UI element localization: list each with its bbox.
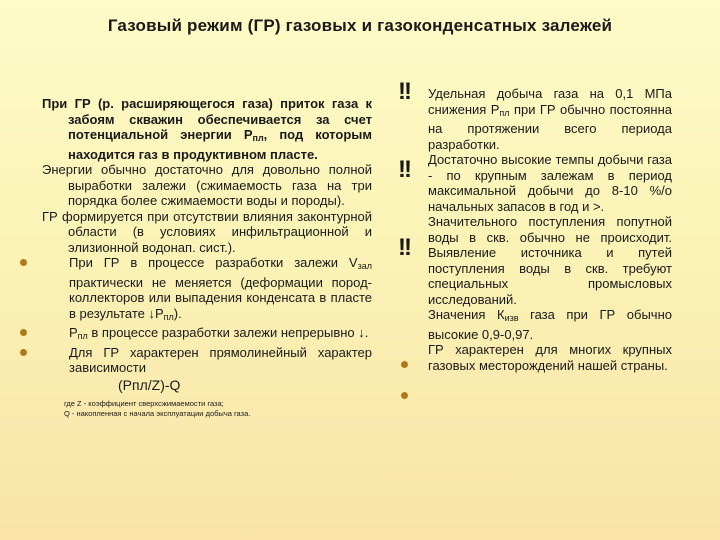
note-production-rates: Достаточно высокие темпы добычи газа - по крупным залежам в период максимальной добычи до 8-10 %/о начальных запасов в год и >. xyxy=(428,152,672,214)
bullet-dot-icon xyxy=(401,361,408,368)
exclamation-marker-icon: !! xyxy=(398,234,410,261)
paragraph-gas-drive-definition: При ГР (р. расширяющегося газа) приток газа к забоям скважин обеспечивается за счет потенциальной энергии $Р_{пл}$, под которым находится газ в продуктивном пласте. xyxy=(42,96,372,162)
bullet-item-volume: При ГР в процессе разработки залежи $V_{зал}$ практически не меняется (деформации пород-коллекторов или выпадения конденсата в пласте в результате $↓Р_{пл}$). xyxy=(42,255,372,325)
note-specific-production: Удельная добыча газа на 0,1 МПа снижения $Р_{пл}$ при ГР обычно постоянна на протяжении всего периода разработки. xyxy=(428,86,672,152)
note-large-fields: ГР характерен для многих крупных газовых месторождений нашей страны. xyxy=(428,342,672,373)
footnote-line: где Z - коэффициент сверхсжимаемости газа; xyxy=(64,399,224,408)
exclamation-marker-icon: !! xyxy=(398,156,410,183)
bullet-dot-icon xyxy=(20,259,27,266)
footnote xyxy=(42,399,372,419)
paragraph-energy: Энергии обычно достаточно для довольно полной выработки залежи (сжимаемость газа на три порядка более сжимаемости воды и породы). xyxy=(42,162,372,208)
right-column xyxy=(428,86,672,373)
bullet-item-linear: Для ГР характерен прямолинейный характер зависимости xyxy=(42,345,372,376)
bullet-item-pressure: $Р_{пл}$ в процессе разработки залежи непрерывно ↓. xyxy=(42,325,372,345)
note-water-inflow: Значительного поступления попутной воды в скв. обычно не происходит. Выявление источника и путей поступления воды в скв. требуют специальных промысловых исследований. xyxy=(428,214,672,307)
slide-title: Газовый режим (ГР) газовых и газоконденсатных залежей xyxy=(107,16,613,35)
note-recovery-factor: Значения $К_{изв}$ газа при ГР обычно высокие 0,9-0,97. xyxy=(428,307,672,342)
footnote-line: Q - накопленная с начала эксплуатации добыча газа. xyxy=(64,409,251,418)
left-column xyxy=(42,96,372,419)
bullet-dot-icon xyxy=(20,349,27,356)
formula: (Рпл/Z)-Q xyxy=(118,376,181,393)
exclamation-marker-icon: !! xyxy=(398,78,410,105)
bullet-dot-icon xyxy=(401,392,408,399)
bullet-dot-icon xyxy=(20,329,27,336)
paragraph-formation: ГР формируется при отсутствии влияния законтурной области (в условиях инфильтрационной и элизионной водонап. сист.). xyxy=(42,208,372,255)
